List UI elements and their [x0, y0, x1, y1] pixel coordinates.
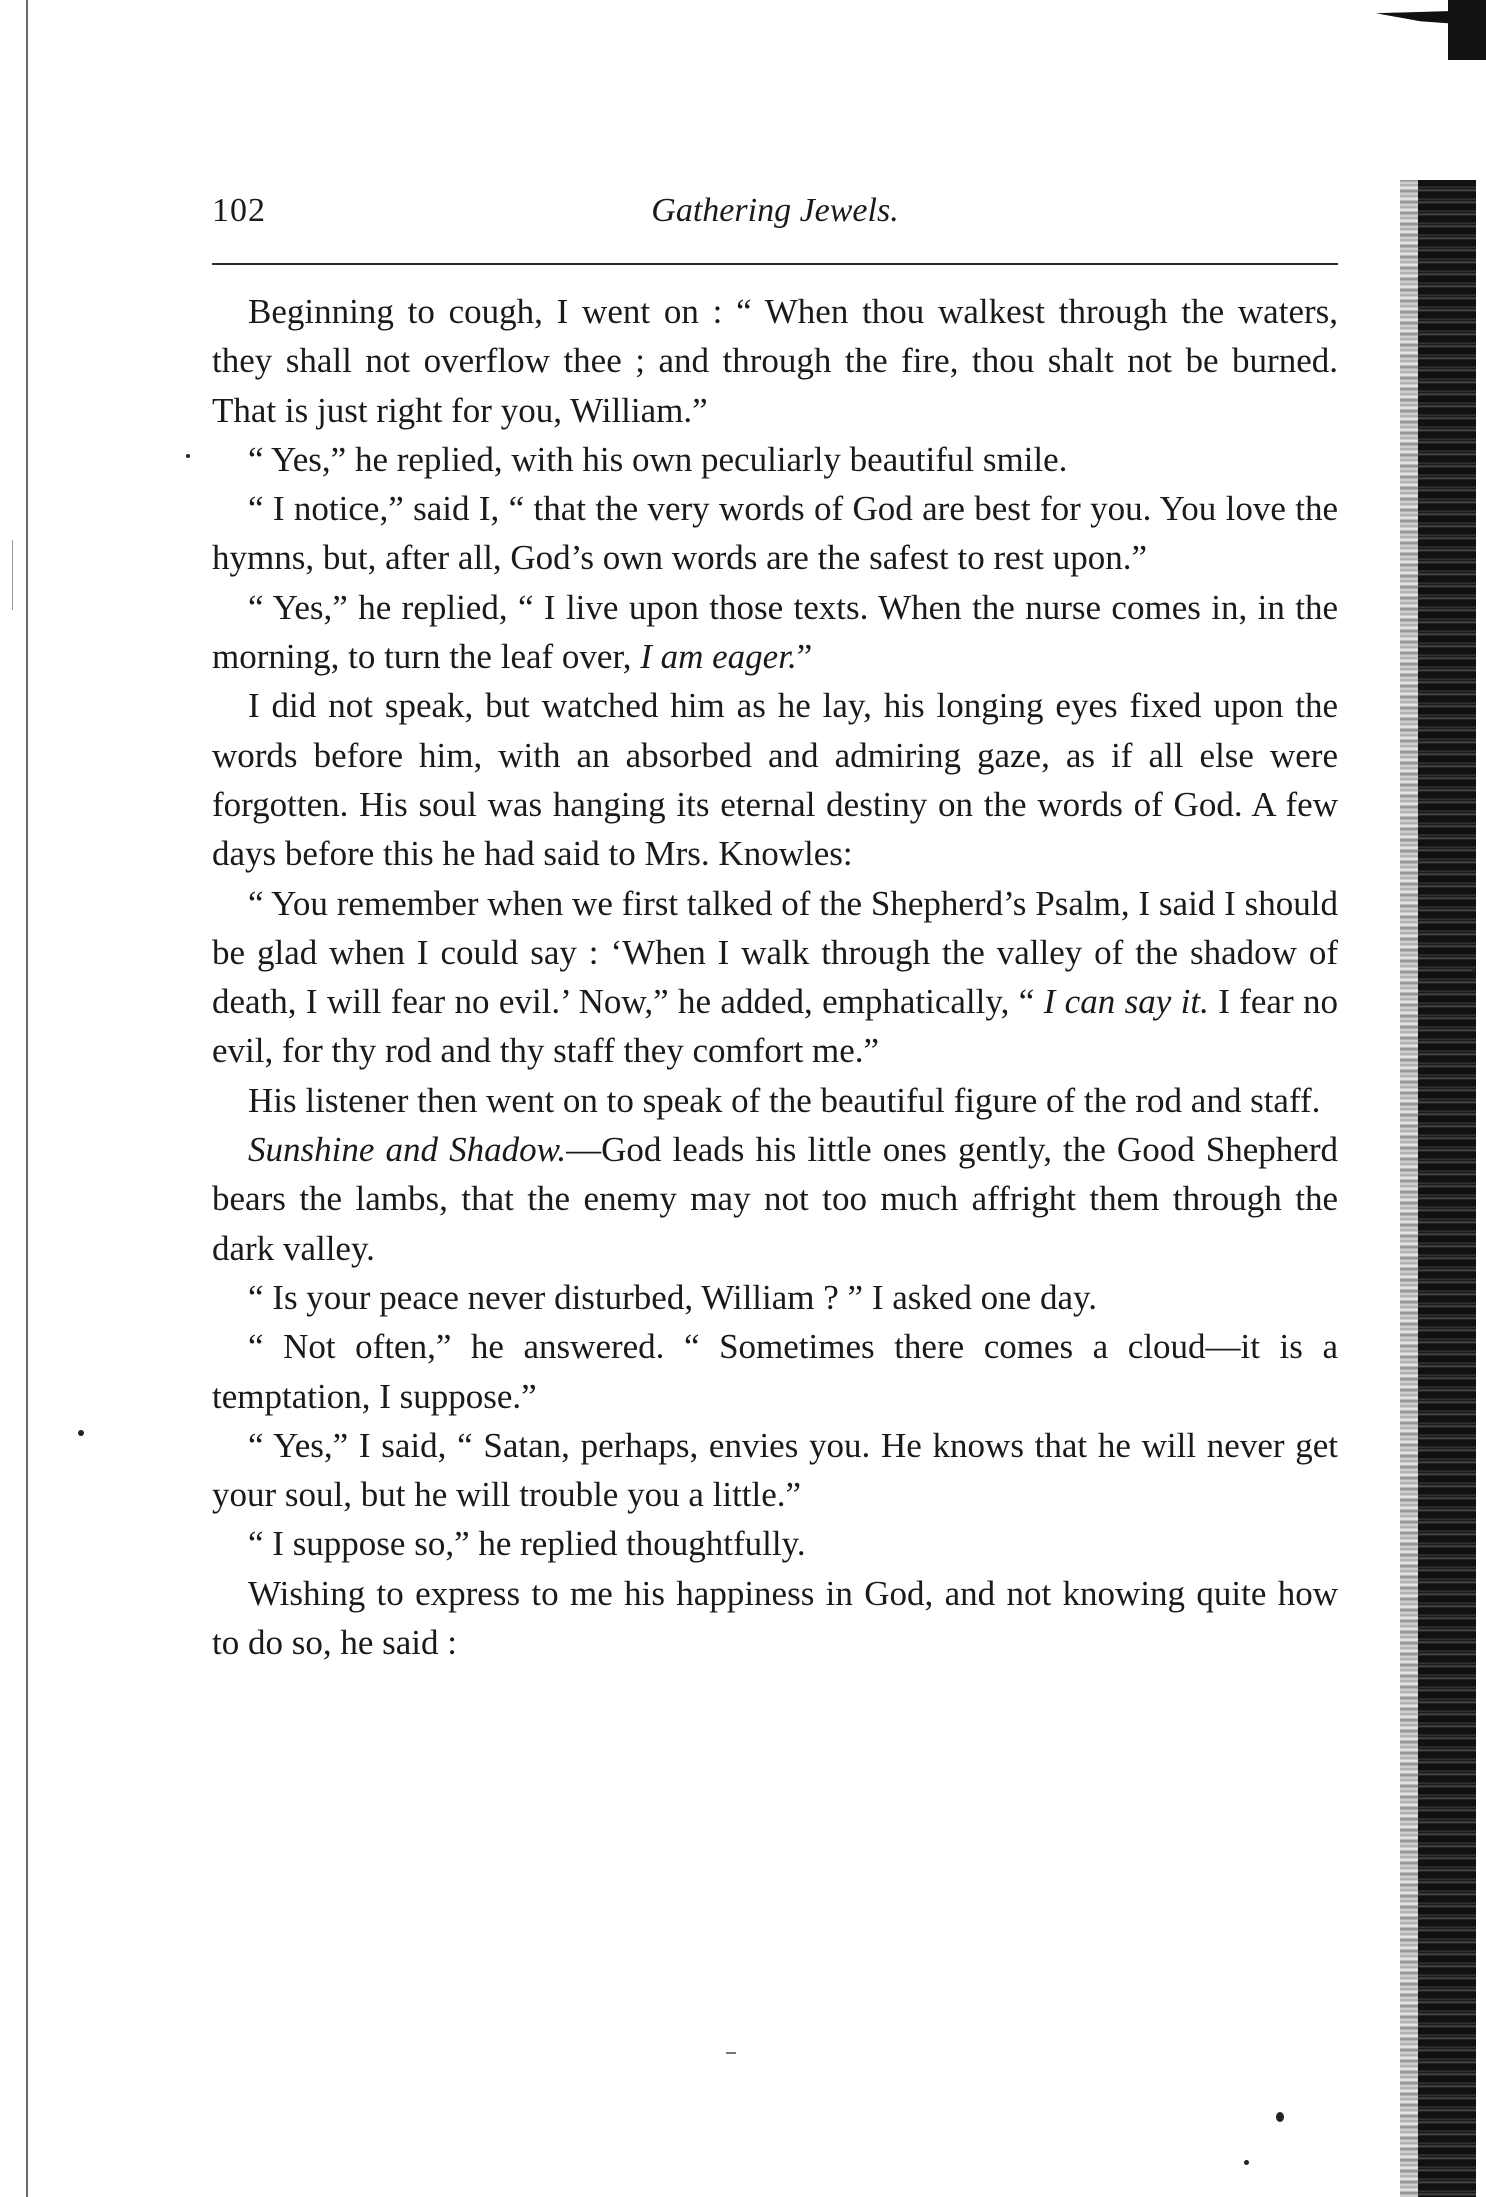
- italic-emphasis: I can say it.: [1043, 982, 1209, 1022]
- header-rule: [212, 263, 1338, 265]
- running-header: [212, 192, 1338, 242]
- paragraph: “ Yes,” he replied, with his own peculiarly beautiful smile.: [248, 439, 1068, 479]
- paragraph: Sunshine and Shadow.—God leads his little ones gently, the Good Shepherd bears the lambs, that the enemy may not too much affright them through the dark valley.: [212, 1130, 1338, 1268]
- paragraph: His listener then went on to speak of the beautiful figure of the rod and staff.: [248, 1080, 1321, 1120]
- paragraph: “ I notice,” said I, “ that the very words of God are best for you. You love the hymns, but, after all, God’s own words are the safest to rest upon.”: [212, 489, 1338, 578]
- page-number: 102: [212, 192, 266, 229]
- scan-speck: [1472, 968, 1476, 973]
- paragraph: Beginning to cough, I went on : “ When thou walkest through the waters, they shall not overflow thee ; and through the fire, thou shalt not be burned. That is just right for you, William.”: [212, 292, 1338, 430]
- paragraph: “ I suppose so,” he replied thoughtfully.: [248, 1524, 806, 1564]
- body-text: [212, 287, 1338, 1667]
- running-title: Gathering Jewels.: [651, 192, 899, 229]
- paragraph: “ Not often,” he answered. “ Sometimes there comes a cloud—it is a temptation, I suppose.”: [212, 1327, 1338, 1416]
- scan-left-edge: [26, 0, 28, 2197]
- scan-binding-shadow: [1400, 180, 1420, 2197]
- paragraph: I did not speak, but watched him as he lay, his longing eyes fixed upon the words before him, with an absorbed and admiring gaze, as if all else were forgotten. His soul was hanging its eternal destiny on the words of God. A few days before this he had said to Mrs. Knowles:: [212, 686, 1338, 874]
- paragraph: Wishing to express to me his happiness in God, and not knowing quite how to do so, he said :: [212, 1573, 1338, 1663]
- paragraph: “ Yes,” I said, “ Satan, perhaps, envies you. He knows that he will never get your soul, but he will trouble you a little.”: [212, 1425, 1338, 1515]
- section-heading-italic: Sunshine and Shadow.: [248, 1130, 567, 1170]
- scan-speck: [78, 1430, 84, 1436]
- paragraph: “ Is your peace never disturbed, William ? ” I asked one day.: [248, 1277, 1097, 1317]
- paragraph: “ You remember when we first talked of the Shepherd’s Psalm, I said I should be glad when I could say : ‘When I walk through the valley of the shadow of death, I will fear no evil.’ Now,” he added, emphatically, “ I can say it. I fear no evil, for thy rod and thy staff they comfort me.”: [212, 883, 1338, 1071]
- scan-speck: [1244, 2160, 1249, 2165]
- scan-speck: [726, 2052, 736, 2054]
- paragraph: “ Yes,” he replied, “ I live upon those texts. When the nurse comes in, in the morning, to turn the leaf over, I am eager.”: [212, 587, 1338, 677]
- scan-top-corner-block: [1448, 0, 1486, 60]
- scan-left-mark: [12, 540, 13, 610]
- italic-emphasis: I am eager.: [640, 637, 797, 677]
- scan-binding-edge: [1418, 180, 1476, 2197]
- scan-speck: [186, 454, 190, 458]
- scan-speck: [1276, 2112, 1284, 2122]
